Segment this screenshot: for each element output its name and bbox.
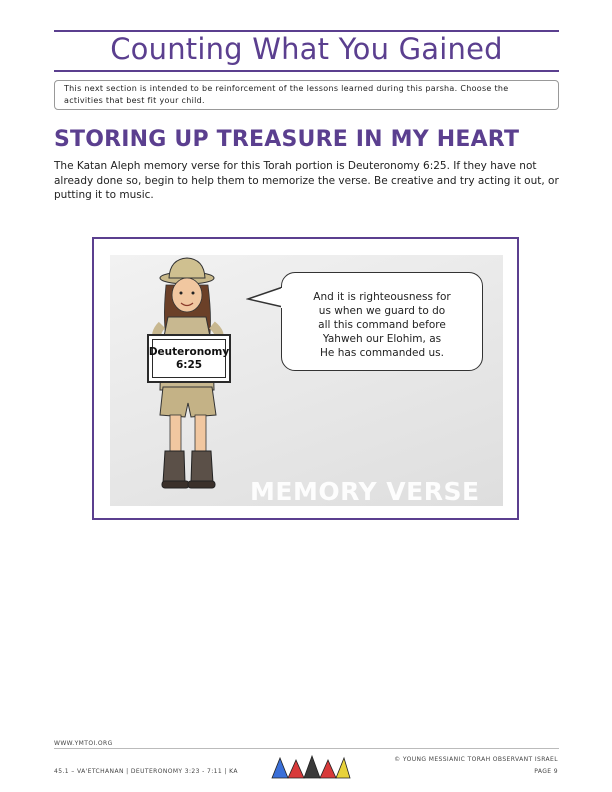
footer-portion: 45.1 – VA'ETCHANAN | DEUTERONOMY 3:23 - 7:11 | KA <box>54 768 238 775</box>
footer-website[interactable]: WWW.YMTOI.ORG <box>54 740 113 747</box>
verse-line: all this command before <box>318 319 446 331</box>
page-title: Counting What You Gained <box>110 32 503 66</box>
footer-copyright: © YOUNG MESSIANIC TORAH OBSERVANT ISRAEL <box>394 756 558 763</box>
speech-bubble-tail <box>246 285 286 315</box>
verse-line: And it is righteousness for <box>313 291 451 303</box>
bubble-seam <box>281 288 286 308</box>
section-heading: STORING UP TREASURE IN MY HEART <box>54 127 520 152</box>
intro-note: This next section is intended to be reinforcement of the lessons learned during this parsha. Choose the activities that best fit your child. <box>54 80 559 110</box>
section-body: The Katan Aleph memory verse for this Torah portion is Deuteronomy 6:25. If they have not already done so, begin to help them to memorize the verse. Be creative and try acting it out, or putting it to music. <box>54 160 559 201</box>
verse-line: us when we guard to do <box>318 305 446 317</box>
sign-reference: 6:25 <box>175 358 203 371</box>
footer-page-number: PAGE 9 <box>534 768 558 775</box>
verse-line: He has commanded us. <box>320 347 444 359</box>
memory-verse-card <box>110 255 503 506</box>
ymtoi-logo <box>270 754 352 780</box>
memory-verse-text <box>282 290 482 360</box>
memory-verse-watermark: MEMORY VERSE <box>250 477 480 506</box>
footer-rule <box>54 748 559 749</box>
speech-bubble <box>281 272 483 371</box>
scripture-sign <box>147 334 231 383</box>
sign-book: Deuteronomy <box>148 345 230 358</box>
title-rule <box>54 70 559 72</box>
verse-line: Yahweh our Elohim, as <box>322 333 442 345</box>
